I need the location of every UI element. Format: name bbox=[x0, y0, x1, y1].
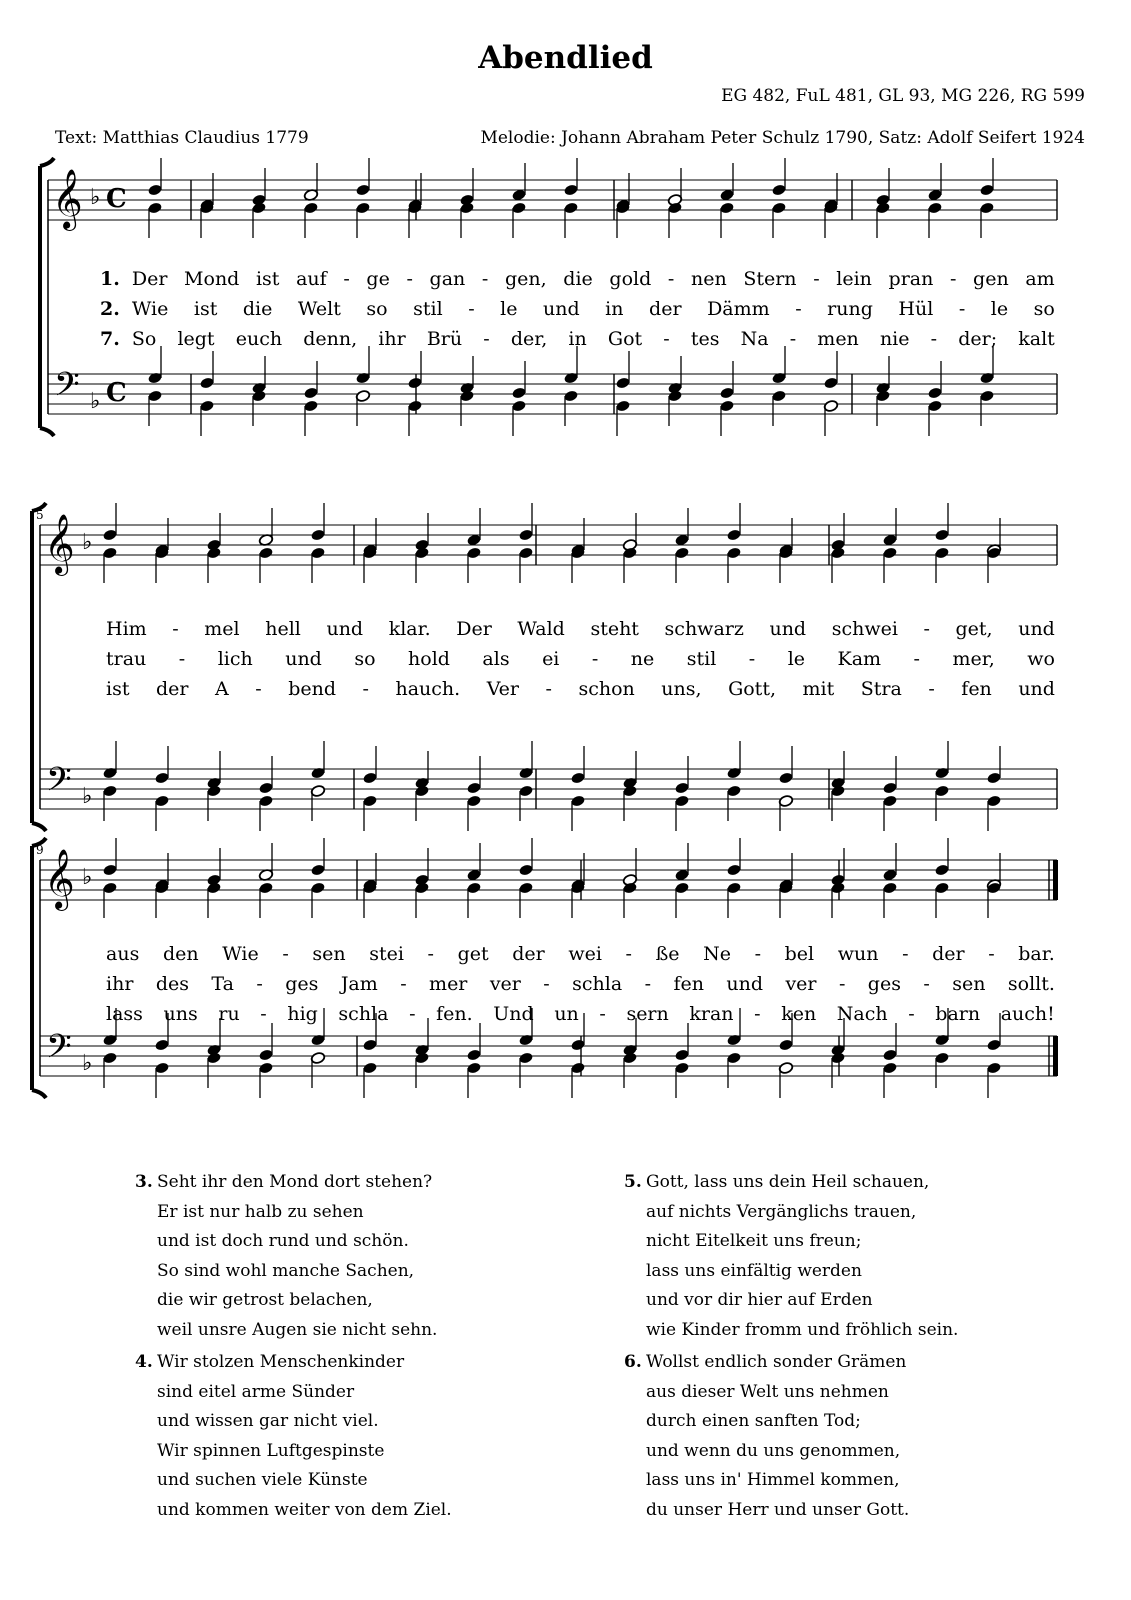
lyric-syllable: des bbox=[155, 973, 189, 995]
text-credit: Text: Matthias Claudius 1779 bbox=[55, 128, 309, 148]
lyric-syllable: fen bbox=[961, 678, 992, 700]
lyric-syllable: ße bbox=[655, 943, 680, 965]
stanza-line: weil unsre Augen sie nicht sehn. bbox=[157, 1319, 438, 1340]
lyric-syllable: ver bbox=[489, 973, 521, 995]
lyric-hyphen: - bbox=[813, 268, 820, 290]
lyric-syllable: ru bbox=[218, 1003, 240, 1025]
lyrics-system-3-verse-2 bbox=[106, 973, 1055, 995]
time-signature: C bbox=[106, 378, 127, 408]
flat-icon: ♭ bbox=[82, 530, 93, 555]
stanza-6 bbox=[624, 1348, 910, 1525]
lyric-syllable: auch! bbox=[1000, 1003, 1055, 1025]
lyric-syllable: barn bbox=[935, 1003, 981, 1025]
bass-clef-icon: 𝄢 bbox=[54, 366, 80, 412]
lyric-syllable: Stra bbox=[860, 678, 902, 700]
lyric-syllable: Welt bbox=[297, 298, 341, 320]
measure-number: 9 bbox=[36, 843, 44, 857]
lyric-syllable: schwei bbox=[831, 618, 898, 640]
lyric-syllable: ges bbox=[285, 973, 319, 995]
lyric-syllable: und bbox=[285, 648, 322, 670]
lyric-hyphen: - bbox=[913, 648, 920, 670]
lyric-syllable: ei bbox=[542, 648, 560, 670]
lyric-syllable: der bbox=[649, 298, 682, 320]
verse-number: 1. bbox=[100, 268, 120, 290]
stanza-line: durch einen sanften Tod; bbox=[646, 1411, 861, 1431]
lyric-syllable: gen, bbox=[504, 268, 547, 290]
lyric-syllable: Der bbox=[456, 618, 492, 640]
stanza-line: und vor dir hier auf Erden bbox=[646, 1290, 873, 1310]
lyric-syllable: bar. bbox=[1018, 943, 1055, 965]
lyric-syllable: der bbox=[155, 678, 189, 700]
lyric-syllable: in bbox=[605, 298, 624, 320]
lyric-syllable: euch bbox=[235, 328, 283, 350]
lyric-syllable: Kam bbox=[837, 648, 882, 670]
stanza-number: 4. bbox=[135, 1352, 153, 1372]
lyric-hyphen: - bbox=[481, 268, 489, 290]
lyric-hyphen: - bbox=[902, 943, 909, 965]
lyric-syllable: mel bbox=[204, 618, 240, 640]
melody-credit: Melodie: Johann Abraham Peter Schulz 1790, Satz: Adolf Seifert 1924 bbox=[480, 128, 1085, 148]
lyric-hyphen: - bbox=[256, 973, 263, 995]
lyric-syllable: ist bbox=[255, 268, 280, 290]
lyric-syllable: schla bbox=[338, 1003, 389, 1025]
lyric-hyphen: - bbox=[406, 268, 413, 290]
lyric-syllable: die bbox=[563, 268, 593, 290]
lyric-syllable: Der bbox=[131, 268, 168, 290]
lyric-syllable: in bbox=[568, 328, 587, 350]
lyric-hyphen: - bbox=[923, 973, 930, 995]
stanza-number: 3. bbox=[135, 1172, 153, 1192]
lyric-syllable: le bbox=[787, 648, 806, 670]
stanza-line: die wir getrost belachen, bbox=[157, 1290, 373, 1310]
lyric-syllable: Stern bbox=[743, 268, 797, 290]
stanza-line: du unser Herr und unser Gott. bbox=[646, 1499, 910, 1520]
lyric-syllable: und bbox=[543, 298, 580, 320]
lyric-syllable: lich bbox=[217, 648, 253, 670]
lyric-syllable: wun bbox=[837, 943, 879, 965]
lyric-hyphen: - bbox=[930, 328, 938, 350]
treble-clef-icon: 𝄞 bbox=[44, 514, 75, 574]
lyric-syllable: So bbox=[131, 328, 157, 350]
lyric-hyphen: - bbox=[838, 973, 846, 995]
stanza-4 bbox=[135, 1348, 452, 1525]
lyric-syllable: ihr bbox=[106, 973, 134, 995]
lyric-syllable: le bbox=[990, 298, 1009, 320]
time-signature: C bbox=[106, 184, 127, 214]
lyric-syllable: Nach bbox=[836, 1003, 888, 1025]
lyric-syllable: stei bbox=[369, 943, 404, 965]
lyric-syllable: wei bbox=[568, 943, 602, 965]
stanza-line: aus dieser Welt uns nehmen bbox=[646, 1381, 889, 1402]
stanza-line: Wir spinnen Luftgespinste bbox=[157, 1440, 385, 1461]
lyric-syllable: ge bbox=[366, 268, 390, 290]
final-barline bbox=[1053, 860, 1058, 900]
lyric-syllable: Wald bbox=[517, 618, 565, 640]
lyric-syllable: nie bbox=[879, 328, 910, 350]
lyric-syllable: Ta bbox=[211, 973, 234, 995]
lyric-syllable: A bbox=[215, 678, 229, 700]
verse-number: 7. bbox=[100, 328, 120, 350]
stanza-line: Wir stolzen Menschenkinder bbox=[157, 1352, 405, 1372]
lyric-syllable: Mond bbox=[184, 268, 240, 290]
lyric-syllable: nen bbox=[690, 268, 727, 290]
lyric-syllable: rung bbox=[827, 298, 873, 320]
hymnal-references: EG 482, FuL 481, GL 93, MG 226, RG 599 bbox=[721, 86, 1085, 106]
stanza-line: So sind wohl manche Sachen, bbox=[157, 1260, 415, 1281]
lyric-syllable: gan bbox=[429, 268, 466, 290]
lyric-hyphen: - bbox=[663, 328, 670, 350]
lyrics-system-2-verse-7 bbox=[106, 678, 1055, 700]
lyric-hyphen: - bbox=[754, 1003, 761, 1025]
lyric-syllable: ist bbox=[193, 298, 218, 320]
lyric-syllable: get bbox=[457, 943, 489, 965]
lyric-syllable: denn, bbox=[303, 328, 358, 350]
lyric-hyphen: - bbox=[949, 268, 957, 290]
lyric-syllable: fen bbox=[673, 973, 704, 995]
lyric-syllable: mit bbox=[802, 678, 835, 700]
bass-clef-icon: 𝄢 bbox=[46, 1028, 72, 1074]
lyric-syllable: kalt bbox=[1018, 328, 1055, 350]
lyric-syllable: Gott, bbox=[728, 678, 776, 700]
lyric-syllable: kran bbox=[689, 1003, 734, 1025]
lyric-syllable: die bbox=[242, 298, 273, 320]
flat-icon: ♭ bbox=[90, 389, 101, 414]
lyric-syllable: Wie bbox=[222, 943, 259, 965]
lyric-syllable: uns, bbox=[661, 678, 702, 700]
flat-icon: ♭ bbox=[82, 1051, 93, 1076]
lyric-syllable: trau bbox=[106, 648, 147, 670]
measure-number: 5 bbox=[36, 508, 44, 522]
lyric-syllable: Ver bbox=[486, 678, 519, 700]
lyric-syllable: stil bbox=[686, 648, 717, 670]
lyric-syllable: mer bbox=[429, 973, 468, 995]
lyric-syllable: der bbox=[512, 943, 545, 965]
stanza-5 bbox=[624, 1168, 959, 1345]
lyric-syllable: Na bbox=[740, 328, 769, 350]
lyric-syllable: legt bbox=[177, 328, 215, 350]
lyric-hyphen: - bbox=[343, 268, 350, 290]
lyric-syllable: ken bbox=[781, 1003, 817, 1025]
lyric-syllable: so bbox=[366, 298, 388, 320]
stanza-line: und wenn du uns genommen, bbox=[646, 1440, 901, 1461]
stanza-3 bbox=[135, 1168, 438, 1345]
lyric-syllable: auf bbox=[296, 268, 327, 290]
lyrics-system-3-verse-7 bbox=[106, 1003, 1055, 1025]
page-title: Abendlied bbox=[478, 40, 653, 76]
lyric-syllable: bend bbox=[288, 678, 336, 700]
lyric-hyphen: - bbox=[178, 648, 186, 670]
lyric-syllable: der bbox=[932, 943, 965, 965]
lyric-syllable: so bbox=[354, 648, 376, 670]
lyric-hyphen: - bbox=[667, 268, 675, 290]
lyric-syllable: Und bbox=[493, 1003, 534, 1025]
lyric-syllable: hauch. bbox=[395, 678, 461, 700]
lyric-syllable: Brü bbox=[426, 328, 463, 350]
stanza-number: 6. bbox=[624, 1352, 642, 1372]
lyric-hyphen: - bbox=[958, 298, 966, 320]
lyric-syllable: pran bbox=[888, 268, 934, 290]
lyric-syllable: hold bbox=[408, 648, 450, 670]
lyric-hyphen: - bbox=[260, 1003, 267, 1025]
stanza-line: auf nichts Vergänglichs trauen, bbox=[646, 1201, 917, 1222]
lyric-syllable: den bbox=[162, 943, 199, 965]
lyric-syllable: klar. bbox=[388, 618, 431, 640]
lyric-syllable: am bbox=[1025, 268, 1055, 290]
flat-icon: ♭ bbox=[90, 185, 101, 210]
lyric-hyphen: - bbox=[923, 618, 930, 640]
stanza-line: und kommen weiter von dem Ziel. bbox=[157, 1499, 452, 1520]
lyric-syllable: lein bbox=[836, 268, 872, 290]
stanza-line: Gott, lass uns dein Heil schauen, bbox=[646, 1172, 930, 1192]
lyric-syllable: stil bbox=[413, 298, 443, 320]
lyric-syllable: le bbox=[500, 298, 518, 320]
lyrics-system-1-verse-2 bbox=[100, 298, 1055, 320]
lyric-syllable: mer, bbox=[952, 648, 995, 670]
stanza-line: wie Kinder fromm und fröhlich sein. bbox=[646, 1319, 959, 1340]
final-barline bbox=[1053, 1036, 1058, 1076]
lyric-syllable: Wie bbox=[131, 298, 169, 320]
stanza-line: Wollst endlich sonder Grämen bbox=[646, 1352, 907, 1372]
lyric-syllable: uns bbox=[163, 1003, 198, 1025]
lyric-hyphen: - bbox=[599, 1003, 606, 1025]
lyric-hyphen: - bbox=[754, 943, 762, 965]
lyric-syllable: bel bbox=[784, 943, 815, 965]
lyric-hyphen: - bbox=[282, 943, 289, 965]
lyric-syllable: gen bbox=[973, 268, 1009, 290]
lyric-syllable: hig bbox=[287, 1003, 318, 1025]
lyric-hyphen: - bbox=[644, 973, 652, 995]
lyric-hyphen: - bbox=[625, 943, 632, 965]
lyric-hyphen: - bbox=[483, 328, 490, 350]
lyric-syllable: als bbox=[482, 648, 510, 670]
lyric-hyphen: - bbox=[400, 973, 407, 995]
lyric-syllable: tes bbox=[690, 328, 720, 350]
stanza-number: 5. bbox=[624, 1172, 642, 1192]
stanza-line: sind eitel arme Sünder bbox=[157, 1381, 355, 1402]
verse-number: 2. bbox=[100, 298, 120, 320]
lyric-syllable: hell bbox=[265, 618, 301, 640]
stanza-line: und wissen gar nicht viel. bbox=[157, 1411, 379, 1431]
treble-clef-icon: 𝄞 bbox=[52, 169, 83, 229]
lyric-syllable: fen. bbox=[436, 1003, 473, 1025]
lyric-syllable: schwarz bbox=[664, 618, 744, 640]
lyric-hyphen: - bbox=[545, 678, 552, 700]
lyric-syllable: get, bbox=[955, 618, 993, 640]
lyric-syllable: so bbox=[1033, 298, 1055, 320]
stanza-line: lass uns einfältig werden bbox=[646, 1260, 862, 1281]
lyric-syllable: un bbox=[554, 1003, 579, 1025]
bass-clef-icon: 𝄢 bbox=[46, 761, 72, 807]
flat-icon: ♭ bbox=[82, 784, 93, 809]
lyric-syllable: schon bbox=[578, 678, 635, 700]
lyric-syllable: Dämm bbox=[707, 298, 770, 320]
lyric-syllable: der; bbox=[958, 328, 998, 350]
lyrics-system-1-verse-7 bbox=[100, 328, 1055, 350]
lyrics-system-2-verse-1 bbox=[106, 618, 1055, 640]
lyric-syllable: und bbox=[726, 973, 764, 995]
lyric-hyphen: - bbox=[409, 1003, 416, 1025]
lyric-hyphen: - bbox=[543, 973, 550, 995]
lyrics-system-3-verse-1 bbox=[106, 943, 1055, 965]
stanza-line: und ist doch rund und schön. bbox=[157, 1231, 409, 1251]
lyric-syllable: Got bbox=[607, 328, 643, 350]
lyric-hyphen: - bbox=[908, 1003, 915, 1025]
lyrics-system-1-verse-1 bbox=[100, 268, 1055, 290]
lyric-syllable: ges bbox=[867, 973, 901, 995]
stanza-line: Er ist nur halb zu sehen bbox=[157, 1201, 364, 1222]
lyric-hyphen: - bbox=[427, 943, 434, 965]
lyric-hyphen: - bbox=[988, 943, 995, 965]
stanza-line: lass uns in' Himmel kommen, bbox=[646, 1470, 900, 1490]
lyric-syllable: ist bbox=[106, 678, 130, 700]
lyric-syllable: der, bbox=[510, 328, 548, 350]
stanza-line: Seht ihr den Mond dort stehen? bbox=[157, 1172, 433, 1192]
lyric-syllable: steht bbox=[590, 618, 639, 640]
lyric-syllable: Him bbox=[106, 618, 147, 640]
lyric-hyphen: - bbox=[362, 678, 369, 700]
lyric-syllable: aus bbox=[106, 943, 140, 965]
stanza-line: nicht Eitelkeit uns freun; bbox=[646, 1231, 862, 1251]
lyric-syllable: Hül bbox=[898, 298, 934, 320]
lyric-hyphen: - bbox=[591, 648, 599, 670]
lyric-syllable: sollt. bbox=[1007, 973, 1055, 995]
lyric-syllable: und bbox=[769, 618, 807, 640]
lyric-hyphen: - bbox=[255, 678, 262, 700]
lyric-syllable: lass bbox=[106, 1003, 143, 1025]
lyric-syllable: schla bbox=[572, 973, 623, 995]
lyric-hyphen: - bbox=[748, 648, 756, 670]
lyric-hyphen: - bbox=[789, 328, 797, 350]
lyric-syllable: und bbox=[326, 618, 364, 640]
lyric-syllable: und bbox=[1018, 678, 1055, 700]
lyric-syllable: Ne bbox=[703, 943, 731, 965]
lyric-syllable: gold bbox=[609, 268, 652, 290]
lyric-syllable: sern bbox=[626, 1003, 669, 1025]
flat-icon: ♭ bbox=[82, 865, 93, 890]
treble-clef-icon: 𝄞 bbox=[44, 849, 75, 909]
lyric-syllable: und bbox=[1018, 618, 1055, 640]
lyric-hyphen: - bbox=[468, 298, 475, 320]
stanza-line: und suchen viele Künste bbox=[157, 1470, 368, 1490]
lyric-hyphen: - bbox=[172, 618, 179, 640]
lyric-syllable: ver bbox=[785, 973, 817, 995]
lyric-hyphen: - bbox=[928, 678, 935, 700]
lyric-syllable: sen bbox=[312, 943, 346, 965]
lyric-syllable: men bbox=[817, 328, 859, 350]
lyric-syllable: ihr bbox=[378, 328, 406, 350]
lyric-syllable: sen bbox=[952, 973, 986, 995]
lyric-syllable: wo bbox=[1027, 648, 1055, 670]
lyric-hyphen: - bbox=[795, 298, 802, 320]
lyric-syllable: ne bbox=[630, 648, 655, 670]
lyric-syllable: Jam bbox=[340, 973, 378, 995]
lyrics-system-2-verse-2 bbox=[106, 648, 1055, 670]
